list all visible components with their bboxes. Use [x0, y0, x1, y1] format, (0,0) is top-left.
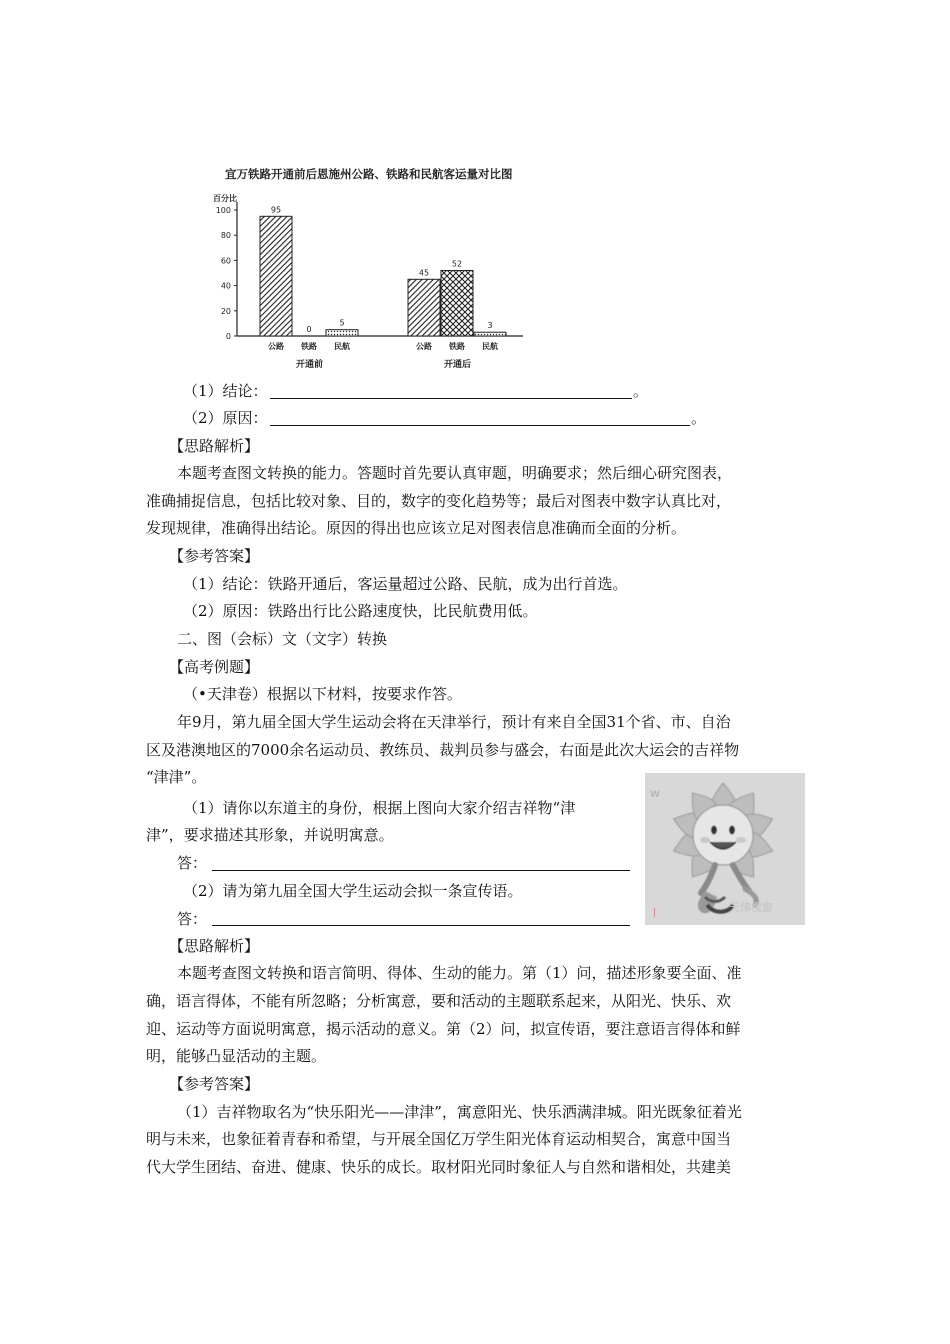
group-label-0: 开通前	[295, 360, 324, 370]
question-1-conclusion-label: （1）结论：	[183, 382, 268, 400]
category-label-0-0: 公路	[268, 342, 284, 351]
answer-2-line-2: 明与未来，也象征着青春和希望，与开展全国亿万学生阳光体育运动相契合，寓意中国当	[146, 1130, 732, 1148]
y-tick-label-1: 20	[220, 306, 231, 316]
category-label-0-2: 民航	[334, 342, 350, 351]
mascot-image	[645, 773, 805, 925]
value-label-1-1: 52	[451, 259, 463, 269]
analysis-2-line-3: 迎、运动等方面说明寓意，揭示活动的意义。第（2）问，拟宣传语，要注意语言得体和鲜	[146, 1020, 741, 1038]
value-label-0-1: 0	[306, 325, 312, 334]
sub-question-2: （2）请为第九届全国大学生运动会拟一条宣传语。	[183, 882, 523, 900]
bar-0-2	[326, 330, 358, 336]
question-2-reason-label: （2）原因：	[183, 409, 268, 427]
analysis-1-line-3: 发现规律，准确得出结论。原因的得出也应该立足对图表信息准确而全面的分析。	[146, 519, 687, 537]
svg-text:W: W	[650, 790, 660, 800]
y-tick-label-3: 60	[220, 256, 231, 266]
mascot-watermark: 天津视窗	[729, 901, 773, 914]
sub-question-1-line-2: 津”，要求描述其形象，并说明寓意。	[146, 826, 394, 844]
reason-answer-blank[interactable]	[270, 425, 690, 426]
example-heading: 【高考例题】	[169, 658, 260, 676]
answer-prompt-2: 答：	[177, 910, 208, 928]
answer-heading-2: 【参考答案】	[169, 1075, 260, 1093]
answer-prompt-1: 答：	[177, 854, 208, 872]
answer-heading-1: 【参考答案】	[169, 547, 260, 565]
analysis-1-line-1: 本题考查图文转换的能力。答题时首先要认真审题，明确要求；然后细心研究图表，	[177, 464, 733, 482]
value-label-1-0: 45	[418, 268, 430, 278]
analysis-2-line-4: 明，能够凸显活动的主题。	[146, 1047, 327, 1065]
value-label-0-2: 5	[339, 318, 345, 328]
bar-1-1	[441, 270, 473, 336]
example-line-3: “津津”。	[146, 768, 207, 786]
y-tick-label-0: 0	[225, 332, 231, 341]
y-tick-label-5: 100	[215, 206, 231, 215]
value-label-1-2: 3	[487, 321, 493, 331]
example-source: （•天津卷）根据以下材料，按要求作答。	[183, 685, 462, 703]
question-2-period: 。	[691, 409, 707, 427]
answer-2-line-3: 代大学生团结、奋进、健康、快乐的成长。取材阳光同时象征人与自然和谐相处，共建美	[146, 1158, 732, 1176]
bar-0-0	[260, 216, 292, 336]
value-label-0-0: 95	[270, 205, 282, 215]
analysis-1-line-2: 准确捕捉信息，包括比较对象、目的，数字的变化趋势等；最后对图表中数字认真比对，	[146, 492, 732, 510]
answer-blank-2[interactable]	[212, 925, 630, 926]
answer-1-line-2: （2）原因：铁路出行比公路速度快，比民航费用低。	[183, 602, 538, 620]
bar-chart	[177, 156, 557, 374]
svg-text:|: |	[653, 908, 657, 918]
y-tick-label-4: 80	[220, 231, 231, 241]
sun-mascot-icon	[645, 773, 805, 925]
analysis-2-line-1: 本题考查图文转换和语言简明、得体、生动的能力。第（1）问，描述形象要全面、准	[177, 964, 742, 982]
analysis-2-line-2: 确，语言得体，不能有所忽略；分析寓意，要和活动的主题联系起来，从阳光、快乐、欢	[146, 992, 732, 1010]
y-tick-label-2: 40	[220, 281, 231, 291]
category-label-0-1: 铁路	[301, 342, 317, 351]
bar-1-2	[474, 332, 506, 336]
y-axis-label: 百分比	[213, 194, 237, 203]
chart-title: 宜万铁路开通前后恩施州公路、铁路和民航客运量对比图	[225, 167, 513, 181]
analysis-heading-2: 【思路解析】	[169, 937, 260, 955]
analysis-heading-1: 【思路解析】	[169, 437, 260, 455]
example-line-1: 年9月，第九届全国大学生运动会将在天津举行，预计有来自全国31个省、市、自治	[177, 713, 731, 731]
category-label-1-1: 铁路	[449, 342, 465, 351]
answer-1-line-1: （1）结论：铁路开通后，客运量超过公路、民航，成为出行首选。	[183, 575, 628, 593]
group-label-1: 开通后	[443, 360, 472, 370]
example-line-2: 区及港澳地区的7000余名运动员、教练员、裁判员参与盛会，右面是此次大运会的吉祥物	[146, 741, 740, 759]
question-1-period: 。	[633, 382, 649, 400]
answer-blank-1[interactable]	[212, 870, 630, 871]
bar-1-0	[408, 279, 440, 336]
answer-2-line-1: （1）吉祥物取名为“快乐阳光——津津”，寓意阳光、快乐洒满津城。阳光既象征着光	[177, 1103, 742, 1121]
conclusion-answer-blank[interactable]	[270, 398, 632, 399]
section-2-heading: 二、图（会标）文（文字）转换	[177, 630, 388, 648]
category-label-1-0: 公路	[416, 342, 432, 351]
category-label-1-2: 民航	[482, 342, 498, 351]
sub-question-1-line-1: （1）请你以东道主的身份，根据上图向大家介绍吉祥物“津	[183, 799, 576, 817]
